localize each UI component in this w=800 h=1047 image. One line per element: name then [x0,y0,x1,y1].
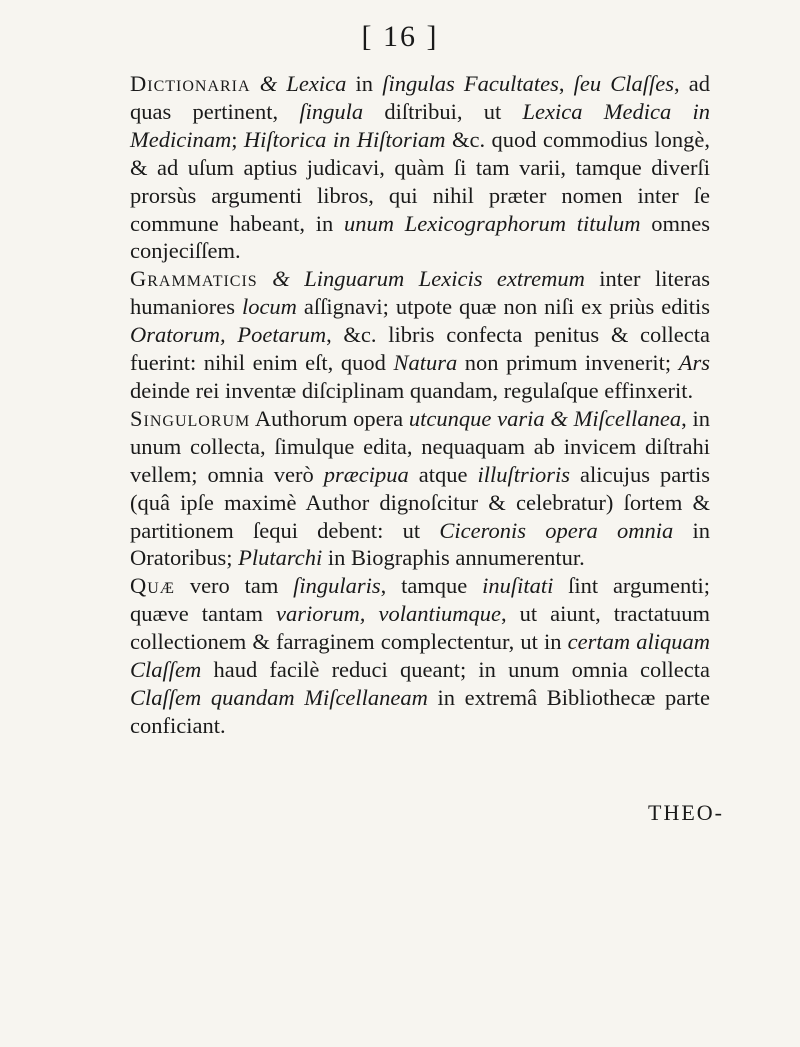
body-text: Authorum opera [250,405,409,431]
italic-text: unum Lexicographorum titulum [344,210,641,236]
paragraph-lead-word: Quæ [130,573,176,599]
body-text: inter literas humaniores [130,266,710,320]
italic-text: inuſitati [482,573,554,599]
italic-text: ſingulas Facultates [382,71,559,96]
body-text: , in unum collecta, ſimulque edita, nequaquam ab invicem diſtrahi vellem; omnia verò [130,405,710,487]
body-text: alicujus partis (quâ ipſe maximè Author dignoſcitur & celebratur) ſortem & partitionem ſequi debent: ut [130,461,710,543]
body-text: , ad quas pertinent, [130,71,711,124]
body-text: aſſignavi; utpote quæ non niſi ex priùs editis [296,294,710,320]
italic-text: Natura [393,350,458,376]
body-text: non primum invenerit; [457,350,679,376]
italic-text: utcunque varia & Miſcellanea [408,405,682,431]
paragraph-lead-word: Dictionaria [130,71,251,96]
italic-text: certam aliquam Claſſem [130,629,710,683]
catchword: THEO- [648,800,724,825]
italic-text: Ars [678,350,710,376]
paragraph-lead-word: Singulorum [130,405,251,431]
italic-text: ſingula [299,98,364,124]
body-text: omnes conjeciſſem. [130,210,710,264]
body-text: , &c. libris confecta penitus & collecta fuerint: nihil enim eſt, quod [130,322,710,376]
body-text: in Oratoribus; [130,517,710,571]
body-text [258,266,273,291]
body-text: &c. quod commodius longè, & ad uſum aptius judicavi, quàm ſi tam varii, tamque diverſi prorsùs argumenti libros, qui nihil præter nomen inter ſe commune habeant, in [130,126,710,236]
italic-text: ſingularis [293,573,381,599]
italic-text: Lexica [286,71,347,96]
body-text: , [558,71,574,96]
body-text: in extremâ Bibliothecæ parte conficiant. [130,684,711,738]
paragraph-quae [130,572,710,739]
paragraph-dictionaria [130,70,710,265]
body-text: ; [231,126,244,152]
body-text [251,71,260,96]
italic-text: variorum, volantiumque [276,601,501,627]
italic-text: præcipua [323,461,409,487]
body-text: , ut aiunt, tractatuum collectionem & farraginem complectentur, ut in [130,601,710,655]
italic-text: Hiſtorica in Hiſtoriam [243,126,446,152]
main-text [130,70,710,740]
italic-text: & [259,71,278,96]
body-text: haud facilè reduci queant; in unum omnia collecta [201,657,710,683]
paragraph-grammaticis [130,265,710,405]
page-number: [ 16 ] [361,20,439,53]
paragraph-lead-word: Grammaticis [130,266,258,292]
italic-text: locum [241,294,297,320]
italic-text: Claſſem quandam Miſcellaneam [130,684,428,710]
italic-text: ſeu Claſſes [573,71,674,96]
italic-text: Plutarchi [238,545,323,571]
body-text: atque [408,461,478,487]
italic-text: Oratorum, Poetarum [130,322,327,348]
italic-text: & Linguarum Lexicis extremum [272,266,585,292]
body-text: in Biographis annumerentur. [322,545,585,571]
body-text: vero tam [175,573,294,599]
body-text: ſint argumenti; quæve tantam [130,573,711,627]
italic-text: Lexica Medica in Medicinam [130,98,710,152]
italic-text: illuſtrioris [477,461,570,487]
body-text: in [346,71,383,96]
body-text: diſtribui, ut [363,98,523,124]
body-text: , tamque [380,573,483,599]
body-text: deinde rei inventæ diſciplinam quandam, regulaſque effinxerit. [130,377,694,403]
paragraph-singulorum [130,405,710,572]
italic-text: Ciceronis opera omnia [439,517,674,543]
